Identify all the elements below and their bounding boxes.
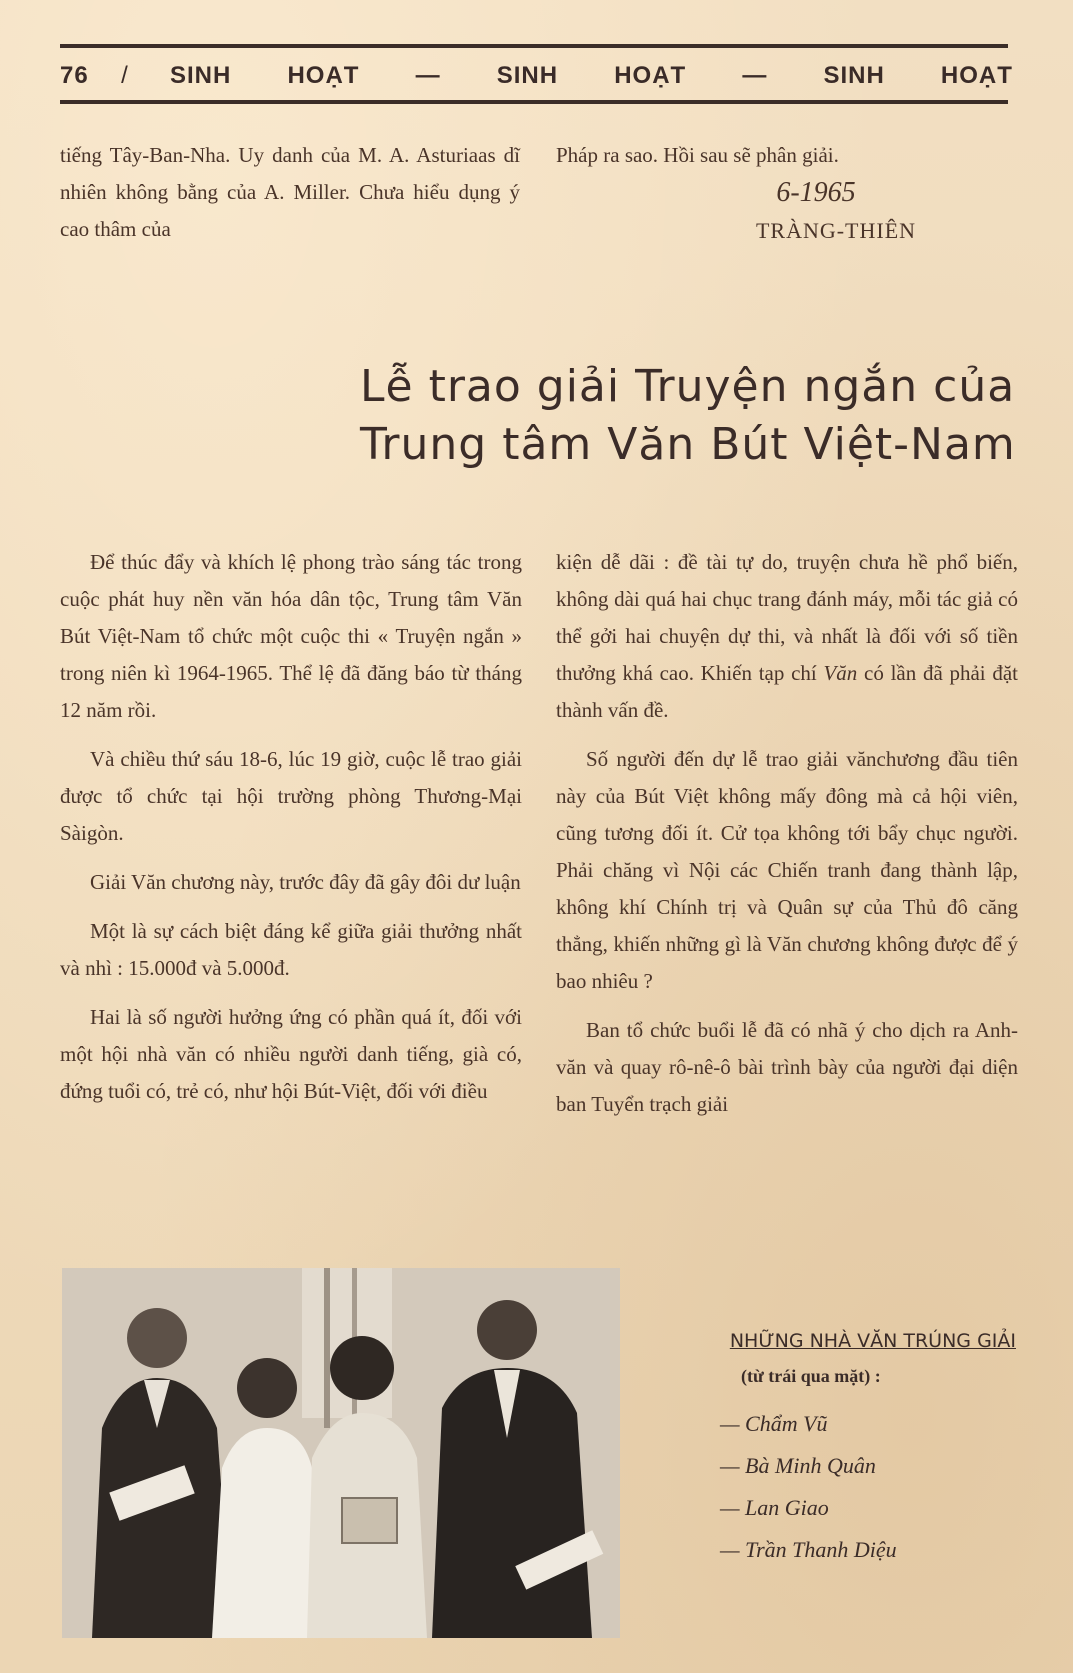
article-text: kiện dễ dãi : đề tài tự do, truyện chưa hề phổ biến, không dài quá hai chục trang đánh máy, mỗi tác giả có thể gởi hai chuyện dự thi, và nhất là đối với số tiền thưởng khá cao. Khiến tạp chí — [556, 550, 1018, 685]
article-paragraph: Ban tổ chức buổi lễ đã có nhã ý cho dịch ra Anh-văn và quay rô-nê-ô bài trình bày của người đại diện ban Tuyển trạch giải — [556, 1018, 1018, 1116]
running-title-word: HOẠT — [614, 62, 687, 89]
winner-name: — Bà Minh Quân — [720, 1453, 876, 1478]
person-2-dress — [212, 1428, 324, 1638]
previous-article-left — [60, 137, 520, 260]
previous-article-text: tiếng Tây-Ban-Nha. Uy danh của M. A. Asturiaas dĩ nhiên không bằng của A. Miller. Chưa hiểu dụng ý cao thâm của — [60, 143, 520, 241]
article-column-left — [60, 544, 522, 1122]
running-title — [150, 62, 1013, 90]
running-title-dash: — — [415, 62, 441, 89]
person-1-suit — [92, 1378, 232, 1638]
article-paragraph: Hai là số người hưởng ứng có phần quá ít, đối với một hội nhà văn có nhiều người danh tiếng, già có, đứng tuổi có, trẻ có, như hội Bút-Việt, đối với điều — [60, 1005, 522, 1103]
article-paragraph: Để thúc đẩy và khích lệ phong trào sáng tác trong cuộc phát huy nền văn hóa dân tộc, Trung tâm Văn Bút Việt-Nam tổ chức một cuộc thi « Truyện ngắn » trong niên kì 1964-1965. Thể lệ đã đăng báo từ tháng 12 năm rồi. — [60, 550, 522, 722]
running-title-word: HOẠT — [287, 62, 360, 89]
article-title — [360, 358, 1020, 474]
caption-title: NHỮNG NHÀ VĂN TRÚNG GIẢI — [729, 1330, 1016, 1352]
magazine-name: Văn — [823, 661, 858, 685]
article-title-line: Trung tâm Văn Bút Việt-Nam — [360, 419, 1016, 470]
article-column-right — [556, 544, 1018, 1135]
previous-article-ending: Pháp ra sao. Hồi sau sẽ phân giải. — [556, 143, 839, 167]
award-winners-photo — [62, 1268, 620, 1638]
winner-name: — Trần Thanh Diệu — [720, 1537, 897, 1562]
person-2-head — [237, 1358, 297, 1418]
article-paragraph: Số người đến dự lễ trao giải vănchương đầu tiên này của Bút Việt không mấy đông mà cả hội viên, cũng tương đối ít. Cử tọa không tới bẩy chục người. Phải chăng vì Nội các Chiến tranh đang thành lập, không khí Chính trị và Quân sự của Thủ đô căng thẳng, khiến những gì là Văn chương không được để ý bao nhiêu ? — [556, 747, 1018, 993]
person-1-head — [127, 1308, 187, 1368]
running-header — [60, 58, 1013, 94]
article-text: có lần đã phải đặt thành vấn đề. — [556, 661, 1019, 722]
photo-illustration — [62, 1268, 620, 1638]
previous-article-right — [556, 137, 1016, 250]
article-paragraph: Một là sự cách biệt đáng kể giữa giải thưởng nhất và nhì : 15.000đ và 5.000đ. — [60, 919, 522, 980]
header-bottom-rule — [60, 100, 1008, 104]
article-paragraph — [556, 544, 1018, 729]
running-title-word: SINH — [496, 62, 559, 89]
header-top-rule — [60, 44, 1008, 48]
running-title-word: HOẠT — [940, 62, 1013, 89]
article-paragraph: Giải Văn chương này, trước đây đã gây đôi dư luận — [90, 870, 521, 894]
page-number: 76 — [60, 62, 89, 89]
article-date: 6-1965 — [776, 177, 856, 208]
article-author: TRÀNG-THIÊN — [755, 218, 917, 243]
header-slash: / — [121, 62, 129, 89]
article-title-line: Lễ trao giải Truyện ngắn của — [360, 361, 1016, 412]
person-4-head — [477, 1300, 537, 1360]
person-3-head — [330, 1336, 394, 1400]
running-title-dash: — — [742, 62, 768, 89]
winner-name: — Lan Giao — [720, 1495, 829, 1520]
caption-subtitle: (từ trái qua mặt) : — [741, 1366, 881, 1386]
winner-name: — Chẩm Vũ — [720, 1411, 828, 1436]
running-title-word: SINH — [823, 62, 885, 89]
article-paragraph: Và chiều thứ sáu 18-6, lúc 19 giờ, cuộc lễ trao giải được tổ chức tại hội trường phòng Thương-Mại Sàigòn. — [60, 747, 522, 845]
running-title-word: SINH — [170, 62, 232, 89]
photo-caption — [656, 1330, 1016, 1571]
